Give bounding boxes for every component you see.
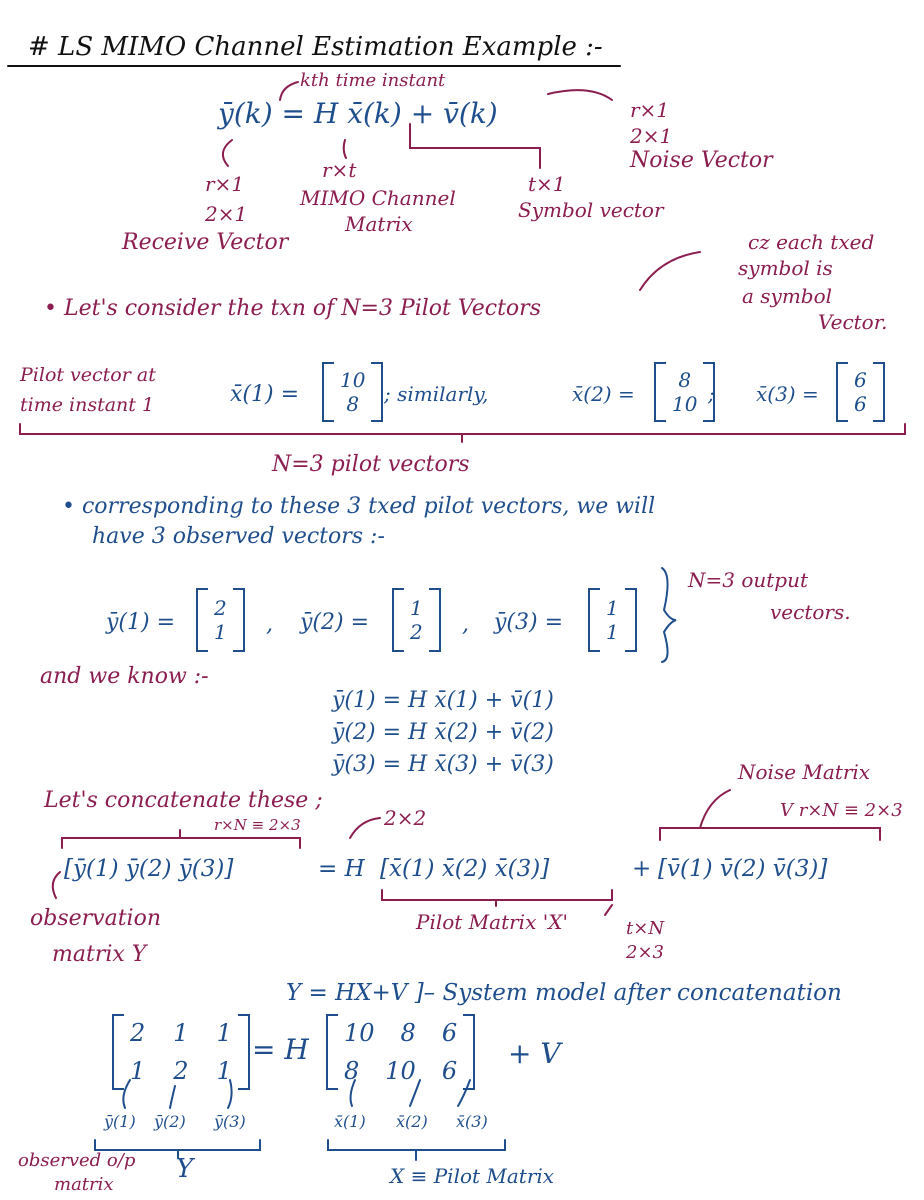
concat-plus: + <box>632 856 652 882</box>
final-eqH: = H <box>252 1033 309 1066</box>
channel-label-1: MIMO Channel <box>300 186 456 210</box>
noise-dims-1: r×1 <box>630 98 670 122</box>
x-col-2: x̄(2) <box>396 1112 428 1131</box>
dims-2x2: 2×2 <box>384 806 427 830</box>
noise-label: Noise Vector <box>630 148 773 173</box>
arrow-2x2 <box>350 818 380 838</box>
pilot-label-1: Pilot vector at <box>20 364 156 386</box>
bullet-observed-2: have 3 observed vectors :- <box>92 524 385 549</box>
noise-matrix-dims: V r×N ≡ 2×3 <box>780 800 903 821</box>
y3-lhs: ȳ(3) = <box>494 610 564 635</box>
concat-lhs: [ȳ(1) ȳ(2) ȳ(3)] <box>64 856 234 882</box>
y2-vector: 1 2 <box>392 588 441 652</box>
concat-rhs: [v̄(1) v̄(2) v̄(3)] <box>658 856 828 882</box>
observation-label-2: matrix Y <box>52 942 147 967</box>
similarly-text: ; similarly, <box>384 382 489 406</box>
x1-vector: 10 8 <box>322 362 383 422</box>
output-note-1: N=3 output <box>688 568 809 592</box>
pilot-label-2: time instant 1 <box>20 394 155 416</box>
brace-outputs <box>662 568 676 662</box>
receive-dims-2: 2×1 <box>205 202 248 226</box>
bullet-observed-1: • corresponding to these 3 txed pilot vectors, we will <box>62 494 656 519</box>
equation-3: ȳ(3) = H x̄(3) + v̄(3) <box>332 752 554 777</box>
rxN-label: r×N ≡ 2×3 <box>214 816 301 834</box>
observation-label-1: observation <box>30 906 161 931</box>
y-comma-1: , <box>266 612 273 637</box>
X-matrix: 10 8 6 8 10 6 <box>326 1014 475 1090</box>
y-col-1: ȳ(1) <box>104 1112 136 1131</box>
x1-lhs: x̄(1) = <box>230 382 299 407</box>
x2-vector: 8 10 <box>654 362 715 422</box>
brace-pilots <box>20 424 905 442</box>
y-col-3: ȳ(3) <box>214 1112 246 1131</box>
x-col-3: x̄(3) <box>456 1112 488 1131</box>
y1-vector: 2 1 <box>196 588 245 652</box>
receive-label: Receive Vector <box>122 230 289 255</box>
concat-label: Let's concatenate these ; <box>44 788 323 813</box>
pilot-semicolon: ; <box>708 382 715 406</box>
cz-note-3: a symbol <box>742 284 833 308</box>
arrow-receive <box>223 140 232 166</box>
Y-letter: Y <box>176 1154 194 1184</box>
page-title: # LS MIMO Channel Estimation Example :- <box>28 32 603 62</box>
eq1-main: ȳ(k) = H x̄(k) + v̄(k) <box>218 97 498 130</box>
brace-pilot-matrix <box>382 890 612 906</box>
x3-vector: 6 6 <box>836 362 885 422</box>
cz-note-4: Vector. <box>818 310 888 334</box>
system-model: Y = HX+V ]– System model after concatenation <box>286 980 842 1006</box>
Y-matrix: 2 1 1 1 2 1 <box>112 1014 250 1090</box>
y-comma-2: , <box>462 612 469 637</box>
arrow-observation <box>53 872 60 898</box>
equation-2: ȳ(2) = H x̄(2) + v̄(2) <box>332 720 554 745</box>
pilot-matrix-label: Pilot Matrix 'X' <box>416 910 568 934</box>
final-plusV: + V <box>508 1037 561 1070</box>
bullet-pilot-vectors: • Let's consider the txn of N=3 Pilot Vectors <box>44 296 541 321</box>
receive-dims-1: r×1 <box>205 172 245 196</box>
x2-lhs: x̄(2) = <box>572 382 635 406</box>
noise-matrix-label: Noise Matrix <box>738 760 871 784</box>
y-col-2: ȳ(2) <box>154 1112 186 1131</box>
symbol-dims: t×1 <box>528 172 566 196</box>
arrow-channel <box>344 140 346 158</box>
concat-eqH: = H <box>318 856 365 882</box>
observed-label-1: observed o/p <box>18 1150 136 1171</box>
cz-note-2: symbol is <box>738 256 833 280</box>
txN-1: t×N <box>626 918 665 939</box>
cz-note-1: cz each txed <box>748 230 875 254</box>
and-we-know: and we know :- <box>40 664 209 689</box>
y2-lhs: ȳ(2) = <box>300 610 370 635</box>
y3-vector: 1 1 <box>588 588 637 652</box>
noise-dims-2: 2×1 <box>630 124 673 148</box>
txN-2: 2×3 <box>626 942 664 963</box>
X-label: X ≡ Pilot Matrix <box>390 1164 555 1188</box>
arrow-symbol <box>410 124 540 168</box>
pilot-caption: N=3 pilot vectors <box>272 452 470 477</box>
channel-dims: r×t <box>322 158 357 182</box>
x3-lhs: x̄(3) = <box>756 382 819 406</box>
arrow-noise <box>548 90 612 100</box>
kth-label: kth time instant <box>300 70 446 91</box>
output-note-2: vectors. <box>770 600 851 624</box>
symbol-label: Symbol vector <box>518 198 664 222</box>
x-col-1: x̄(1) <box>334 1112 366 1131</box>
equation-1: ȳ(1) = H x̄(1) + v̄(1) <box>332 688 554 713</box>
concat-mid: [x̄(1) x̄(2) x̄(3)] <box>380 856 550 882</box>
arrow-txN <box>605 905 612 915</box>
arrow-cz <box>640 252 700 290</box>
y1-lhs: ȳ(1) = <box>106 610 176 635</box>
observed-label-2: matrix <box>54 1174 114 1195</box>
channel-label-2: Matrix <box>345 212 413 236</box>
brace-X <box>328 1140 505 1160</box>
